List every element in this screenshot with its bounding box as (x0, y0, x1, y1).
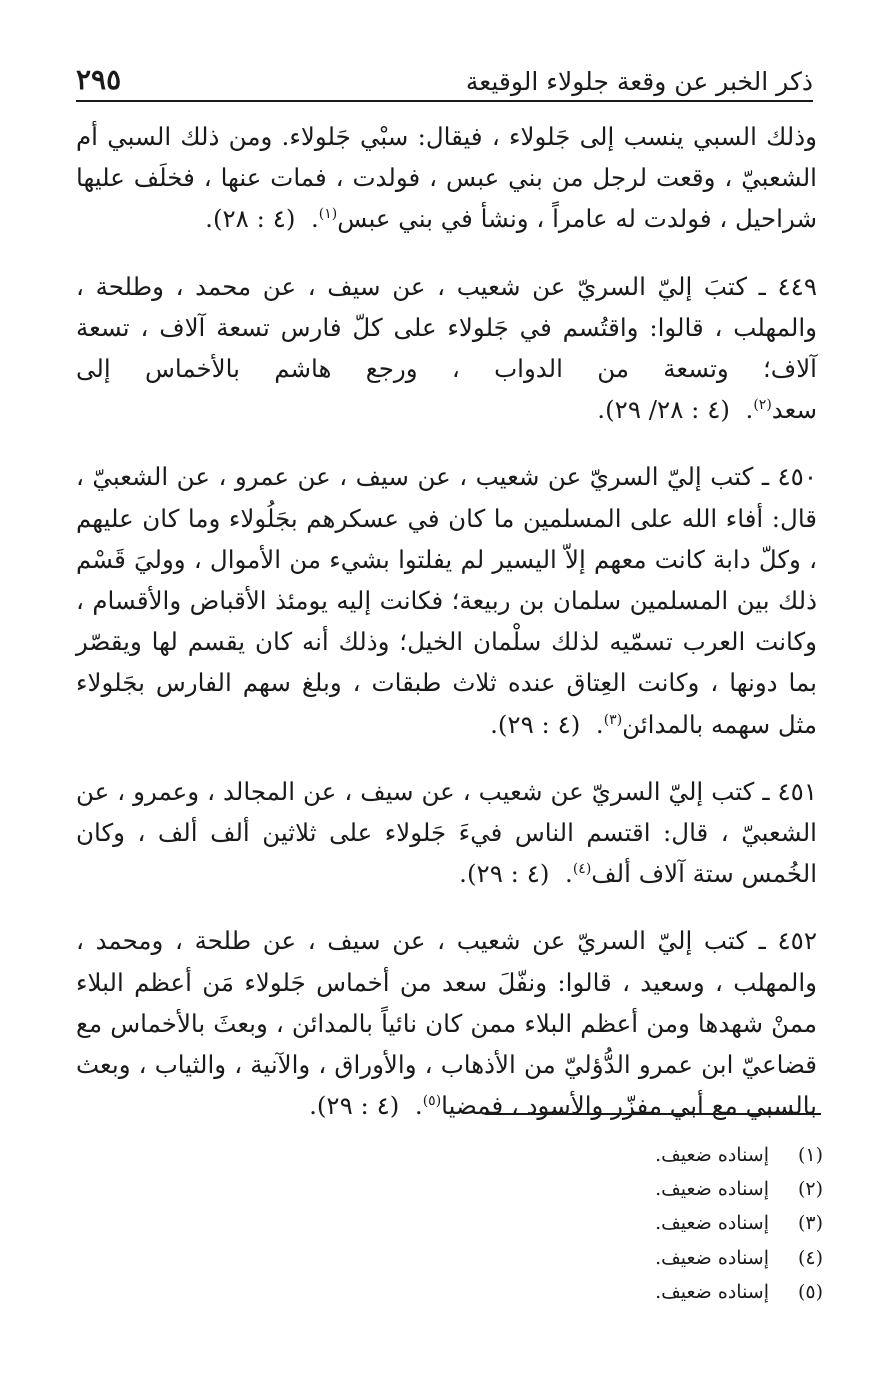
page-header (76, 52, 813, 102)
main-text (76, 116, 817, 1126)
footnote-marker: (٢) (753, 397, 772, 414)
footnote-item (403, 1241, 823, 1275)
paragraph-end-dot: . (595, 709, 604, 739)
paragraph-text: ٤٥٠ ـ كتب إليّ السريّ عن شعيب ، عن سيف ، عن عمرو ، عن الشعبيّ ، قال: أفاء الله على المسلمين ما كان في عسكرهم بجَلُولاء وما كان عليهم ، وكلّ دابة كانت معهم إلاّ اليسير لم يفلتوا بشيء من الأموال ، ووليَ قَسْم ذلك بين المسلمين سلمان بن ربيعة؛ فكانت إليه يومئذ الأقباض والأقسام ، وكانت العرب تسمّيه لذلك سلْمان الخيل؛ وذلك أنه كان يقسم لها ويقصّر بما دونها ، وكانت العِتاق عنده ثلاث طبقات ، وبلغ سهم الفارس بجَلولاء مثل سهمه بالمدائن (76, 462, 817, 739)
footnote-text: إسناده ضعيف. (655, 1280, 769, 1303)
footnote-item (403, 1138, 823, 1172)
paragraph-449 (76, 266, 817, 431)
source-citation: (٤ : ٢٩). (309, 1091, 400, 1121)
paragraph-text: ٤٤٩ ـ كتبَ إليّ السريّ عن شعيب ، عن سيف ، عن محمد ، وطلحة ، والمهلب ، قالوا: واقتُسم في جَلولاء على كلّ فارس تسعة آلاف ، تسعة آلاف؛ وتسعة من الدواب ، ورجع هاشم بالأخماس إلى سعد (76, 271, 817, 425)
paragraph-intro (76, 116, 817, 240)
source-citation: (٤ : ٢٩). (459, 859, 550, 889)
footnote-item (403, 1206, 823, 1240)
footnote-text: إسناده ضعيف. (655, 1178, 769, 1201)
running-title: ذكر الخبر عن وقعة جلولاء الوقيعة (465, 67, 813, 96)
footnote-number: (٢) (797, 1178, 823, 1201)
paragraph-451 (76, 771, 817, 895)
source-citation: (٤ : ٢٩). (490, 709, 581, 739)
page-number: ٢٩٥ (76, 63, 122, 96)
paragraph-450 (76, 456, 817, 744)
footnote-item (403, 1275, 823, 1309)
paragraph-text: ٤٥١ ـ كتب إليّ السريّ عن شعيب ، عن سيف ، عن المجالد ، وعمرو ، عن الشعبيّ ، قال: اقتسم الناس فيءَ جَلولاء على ثلاثين ألف ألف ، وكان الخُمس ستة آلاف ألف (76, 776, 817, 889)
footnote-marker: (٤) (572, 861, 592, 878)
paragraph-end-dot: . (745, 395, 754, 425)
paragraph-end-dot: . (311, 204, 319, 234)
footnote-number: (١) (797, 1144, 823, 1166)
source-citation: (٤ : ٢٨). (205, 204, 296, 234)
footnotes-list (403, 1138, 823, 1309)
paragraph-452 (76, 920, 817, 1126)
paragraph-end-dot: . (565, 859, 573, 889)
footnote-item (403, 1172, 823, 1206)
footnote-number: (٤) (797, 1246, 823, 1269)
footnote-number: (٣) (797, 1212, 823, 1235)
footnote-marker: (١) (318, 206, 338, 223)
footnote-marker: (٣) (603, 711, 623, 728)
paragraph-text: وذلك السبي ينسب إلى جَلولاء ، فيقال: سبْي جَلولاء. ومن ذلك السبي أم الشعبيّ ، وقعت لرجل من بني عبس ، فولدت ، فمات عنها ، فخلَف عليها شراحيل ، فولدت له عامراً ، ونشأ في بني عبس (76, 122, 817, 234)
paragraph-end-dot: . (414, 1091, 423, 1121)
footnote-marker: (٥) (422, 1093, 442, 1110)
footnote-text: إسناده ضعيف. (655, 1246, 769, 1269)
footnote-number: (٥) (797, 1280, 823, 1303)
paragraph-text: ٤٥٢ ـ كتب إليّ السريّ عن شعيب ، عن سيف ، عن طلحة ، ومحمد ، والمهلب ، وسعيد ، قالوا: ونفّلَ سعد من أخماس جَلولاء مَن أعظم البلاء ممنْ شهدها ومن أعظم البلاء ممن كان نائياً بالمدائن ، وبعثَ بالأخماس مع قضاعيّ ابن عمرو الدُّؤليّ من الأذهاب ، والأوراق ، والآنية ، والثياب ، وبعث بالسبي مع أبي مفزّر والأسود ، فمضيا (76, 926, 817, 1121)
footnote-text: إسناده ضعيف. (655, 1144, 769, 1166)
footnote-divider (485, 1113, 821, 1115)
source-citation: (٤ : ٢٨/ ٢٩). (597, 395, 730, 425)
footnote-text: إسناده ضعيف. (655, 1212, 769, 1235)
